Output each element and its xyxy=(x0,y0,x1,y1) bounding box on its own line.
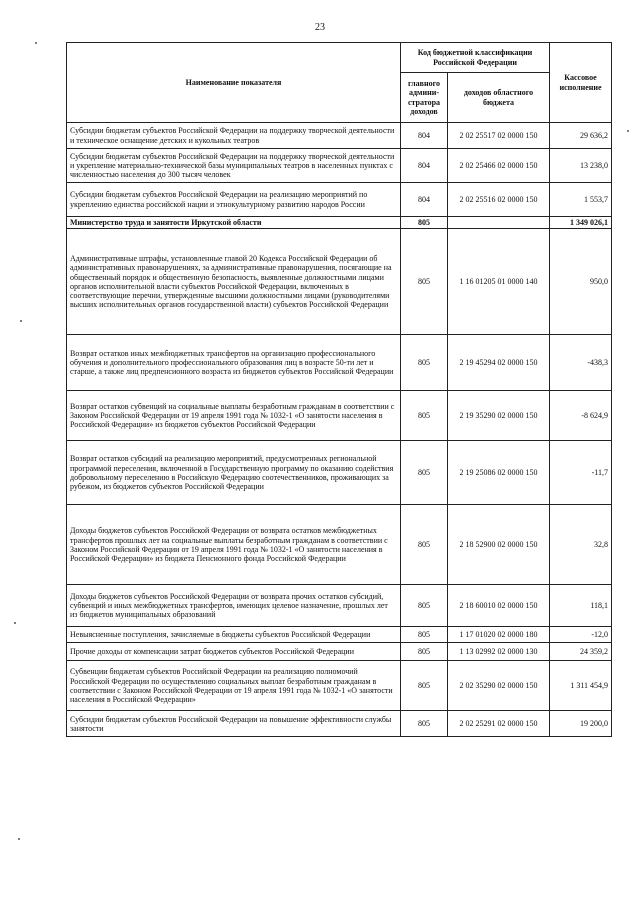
row-income-code: 2 02 25516 02 0000 150 xyxy=(448,183,550,217)
row-amount: 29 636,2 xyxy=(550,123,612,149)
row-admin-code: 805 xyxy=(401,391,448,441)
row-income-code: 2 19 35290 02 0000 150 xyxy=(448,391,550,441)
table-row xyxy=(67,585,612,627)
row-income-code: 2 02 25291 02 0000 150 xyxy=(448,711,550,737)
header-cash-execution: Кассовое исполнение xyxy=(550,43,612,123)
row-amount: 1 349 026,1 xyxy=(550,217,612,229)
header-indicator-name: Наименование показателя xyxy=(67,43,401,123)
row-income-code xyxy=(448,217,550,229)
table-row xyxy=(67,627,612,643)
row-income-code: 1 16 01205 01 0000 140 xyxy=(448,229,550,335)
row-income-code: 2 02 25466 02 0000 150 xyxy=(448,149,550,183)
row-admin-code: 805 xyxy=(401,335,448,391)
row-amount: -12,0 xyxy=(550,627,612,643)
row-income-code: 2 18 52900 02 0000 150 xyxy=(448,505,550,585)
row-name: Административные штрафы, установленные главой 20 Кодекса Российской Федерации об административных правонарушениях, за административные правонарушения, посягающие на общественный порядок и общественную безопасность, выявленные должностными лицами органов исполнительной власти субъектов Российской Федерации, включенных в соответствующие перечни, утвержденные высшими должностными лицами (руководителями высших исполнительных органов государственной власти) субъектов Российской Федерации xyxy=(67,229,401,335)
table-row xyxy=(67,441,612,505)
row-amount: 32,8 xyxy=(550,505,612,585)
row-admin-code: 805 xyxy=(401,661,448,711)
table-row xyxy=(67,391,612,441)
row-name: Прочие доходы от компенсации затрат бюджетов субъектов Российской Федерации xyxy=(67,643,401,661)
scan-speck xyxy=(18,838,20,840)
row-name: Субсидии бюджетам субъектов Российской Федерации на поддержку творческой деятельности и техническое оснащение детских и кукольных театров xyxy=(67,123,401,149)
table-row xyxy=(67,229,612,335)
row-admin-code: 805 xyxy=(401,627,448,643)
row-income-code: 1 13 02992 02 0000 130 xyxy=(448,643,550,661)
row-name: Субвенции бюджетам субъектов Российской Федерации на реализацию полномочий Российской Федерации по осуществлению социальных выплат безработным гражданам в соответствии с Законом Российской Федерации от 19 апреля 1991 года № 1032-1 «О занятости населения в Российской Федерации» xyxy=(67,661,401,711)
row-income-code: 2 18 60010 02 0000 150 xyxy=(448,585,550,627)
row-admin-code: 805 xyxy=(401,441,448,505)
table-row xyxy=(67,123,612,149)
table-row xyxy=(67,183,612,217)
row-name: Невыясненные поступления, зачисляемые в бюджеты субъектов Российской Федерации xyxy=(67,627,401,643)
row-amount: 24 359,2 xyxy=(550,643,612,661)
row-amount: -8 624,9 xyxy=(550,391,612,441)
table-row xyxy=(67,661,612,711)
scan-speck xyxy=(35,42,37,44)
table-row xyxy=(67,149,612,183)
table-row xyxy=(67,711,612,737)
header-admin-code: главного админи- стратора доходов xyxy=(401,73,448,123)
row-admin-code: 805 xyxy=(401,229,448,335)
scan-speck xyxy=(20,320,22,322)
row-admin-code: 804 xyxy=(401,123,448,149)
budget-table xyxy=(66,42,612,737)
scan-speck xyxy=(14,622,16,624)
row-income-code: 2 19 25086 02 0000 150 xyxy=(448,441,550,505)
row-amount: -11,7 xyxy=(550,441,612,505)
row-admin-code: 805 xyxy=(401,711,448,737)
scan-speck xyxy=(627,130,629,132)
table-row xyxy=(67,217,612,229)
row-name: Возврат остатков иных межбюджетных трансфертов на организацию профессионального обучения и дополнительного профессионального образования лиц в возрасте 50-ти лет и старше, а также лиц предпенсионного возраста из бюджетов субъектов Российской Федерации xyxy=(67,335,401,391)
row-income-code: 1 17 01020 02 0000 180 xyxy=(448,627,550,643)
table-row xyxy=(67,335,612,391)
row-admin-code: 804 xyxy=(401,149,448,183)
row-admin-code: 805 xyxy=(401,217,448,229)
row-name: Субсидии бюджетам субъектов Российской Федерации на реализацию мероприятий по укреплению единства российской нации и этнокультурному развитию народов России xyxy=(67,183,401,217)
table-body xyxy=(67,123,612,737)
row-name: Субсидии бюджетам субъектов Российской Федерации на повышение эффективности службы занятости xyxy=(67,711,401,737)
table-row xyxy=(67,505,612,585)
row-amount: 1 553,7 xyxy=(550,183,612,217)
header-income-code: доходов областного бюджета xyxy=(448,73,550,123)
row-admin-code: 805 xyxy=(401,505,448,585)
row-amount: 950,0 xyxy=(550,229,612,335)
row-name: Возврат остатков субсидий на реализацию мероприятий, предусмотренных региональной программой переселения, включенной в Государственную программу по оказанию содействия добровольному переселению в Российскую Федерацию соотечественников, проживающих за рубежом, из бюджетов субъектов Российской Федерации xyxy=(67,441,401,505)
row-admin-code: 805 xyxy=(401,643,448,661)
row-name: Доходы бюджетов субъектов Российской Федерации от возврата прочих остатков субсидий, субвенций и иных межбюджетных трансфертов, имеющих целевое назначение, прошлых лет из бюджетов муниципальных образований xyxy=(67,585,401,627)
row-income-code: 2 19 45294 02 0000 150 xyxy=(448,335,550,391)
row-amount: -438,3 xyxy=(550,335,612,391)
header-code-group: Код бюджетной классификации Российской Федерации xyxy=(401,43,550,73)
row-amount: 13 238,0 xyxy=(550,149,612,183)
row-admin-code: 804 xyxy=(401,183,448,217)
table-row xyxy=(67,643,612,661)
row-name: Министерство труда и занятости Иркутской области xyxy=(67,217,401,229)
row-name: Доходы бюджетов субъектов Российской Федерации от возврата остатков межбюджетных трансфертов прошлых лет на социальные выплаты безработным гражданам в соответствии с Законом Российской Федерации от 19 апреля 1991 года № 1032-1 «О занятости населения в Российской Федерации» из бюджета Пенсионного фонда Российской Федерации xyxy=(67,505,401,585)
row-amount: 19 200,0 xyxy=(550,711,612,737)
row-name: Субсидии бюджетам субъектов Российской Федерации на поддержку творческой деятельности и укрепление материально-технической базы муниципальных театров в населенных пунктах с численностью населения до 300 тысяч человек xyxy=(67,149,401,183)
row-income-code: 2 02 25517 02 0000 150 xyxy=(448,123,550,149)
row-income-code: 2 02 35290 02 0000 150 xyxy=(448,661,550,711)
row-admin-code: 805 xyxy=(401,585,448,627)
row-name: Возврат остатков субвенций на социальные выплаты безработным гражданам в соответствии с Законом Российской Федерации от 19 апреля 1991 года № 1032-1 «О занятости населения в Российской Федерации» из бюджетов субъектов Российской Федерации xyxy=(67,391,401,441)
row-amount: 118,1 xyxy=(550,585,612,627)
row-amount: 1 311 454,9 xyxy=(550,661,612,711)
page-number: 23 xyxy=(315,22,325,33)
